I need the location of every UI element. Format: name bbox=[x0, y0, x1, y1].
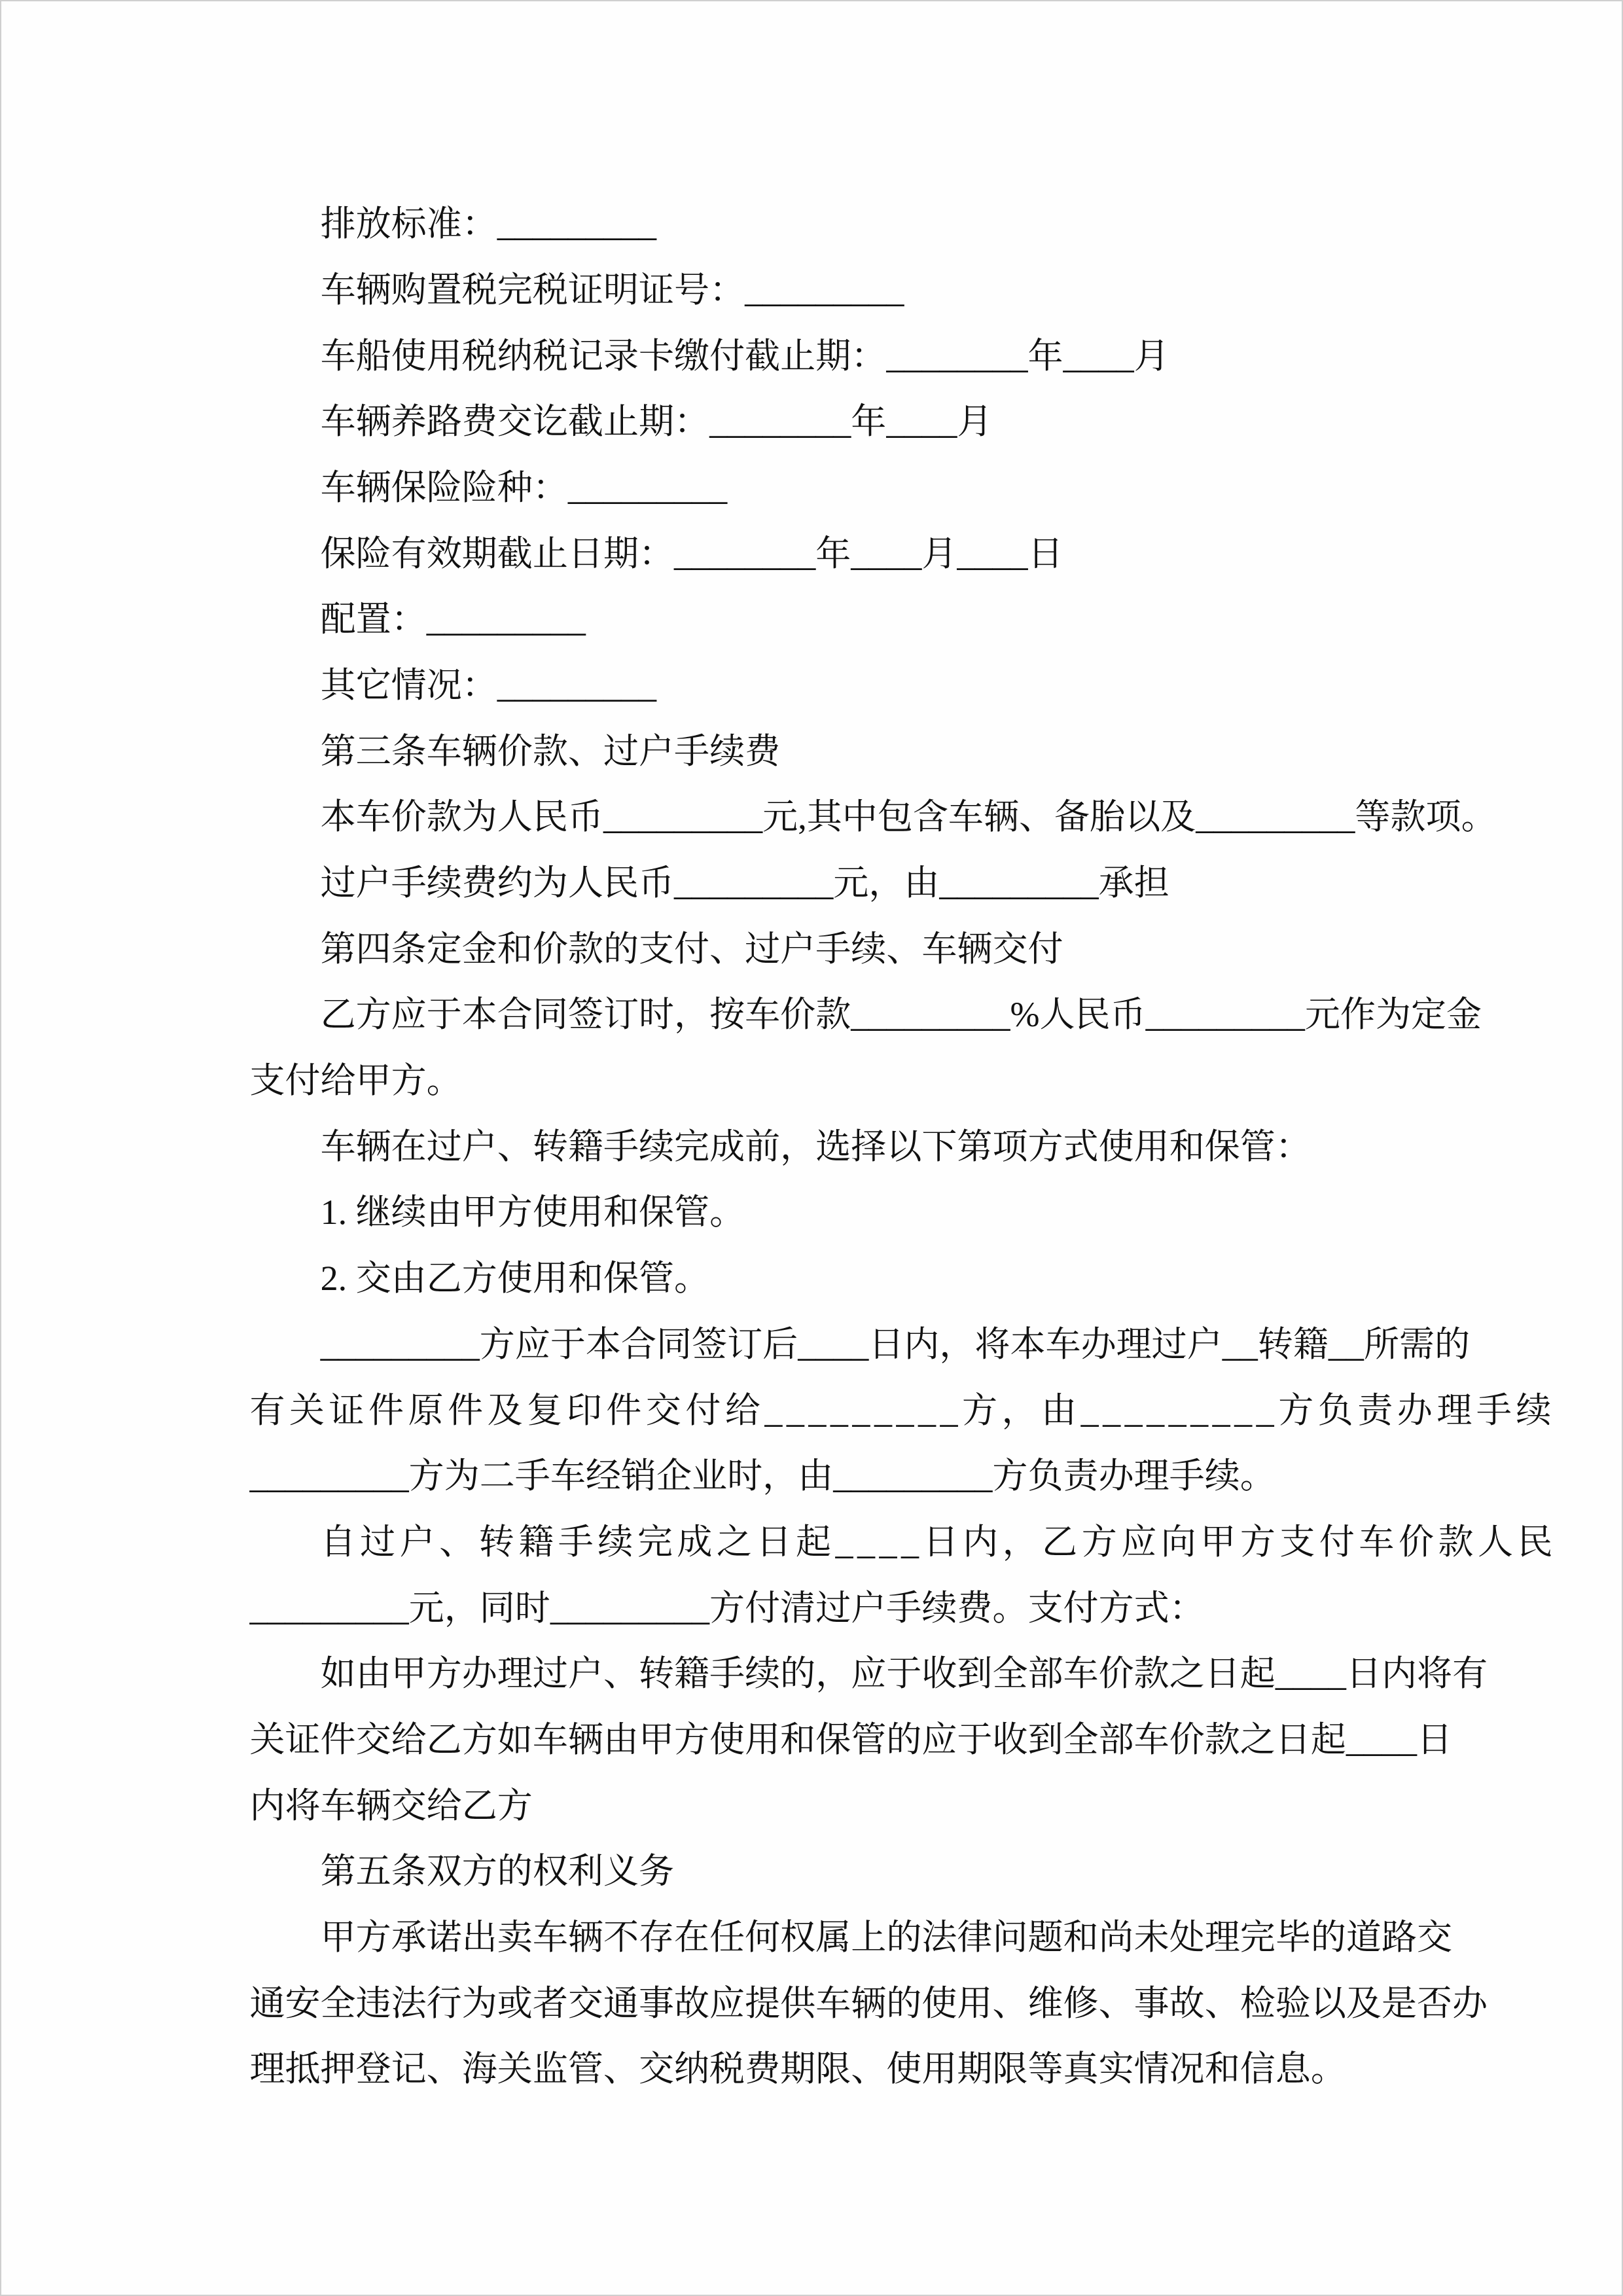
contract-line: 本车价款为人民币_________元,其中包含车辆、备胎以及_________等款项。 bbox=[320, 797, 1497, 837]
contract-body bbox=[1, 1, 1622, 2102]
contract-list-item: 1. 继续由甲方使用和保管。 bbox=[320, 1193, 745, 1232]
contract-line: 车船使用税纳税记录卡缴付截止期：________年____月 bbox=[320, 336, 1169, 376]
contract-line: 其它情况：_________ bbox=[320, 665, 657, 705]
contract-line: 车辆购置税完税证明证号：_________ bbox=[320, 270, 904, 310]
contract-clause-heading: 第四条定金和价款的支付、过户手续、车辆交付 bbox=[320, 929, 1063, 969]
contract-clause-heading: 第五条双方的权利义务 bbox=[320, 1852, 675, 1892]
contract-line: 乙方应于本合同签订时，按车价款_________%人民币_________元作为定金 bbox=[320, 995, 1482, 1035]
contract-line: 支付给甲方。 bbox=[249, 1061, 462, 1101]
contract-line: 排放标准：_________ bbox=[320, 204, 657, 244]
contract-line: 保险有效期截止日期：________年____月____日 bbox=[320, 533, 1063, 573]
contract-line: _________方应于本合同签订后____日内，将本车办理过户__转籍__所需的 bbox=[320, 1324, 1471, 1364]
contract-line: 理抵押登记、海关监管、交纳税费期限、使用期限等真实情况和信息。 bbox=[249, 2049, 1346, 2089]
contract-line: 车辆养路费交讫截止期：________年____月 bbox=[320, 402, 993, 442]
contract-line: _________方为二手车经销企业时，由_________方负责办理手续。 bbox=[249, 1456, 1275, 1496]
contract-line: 过户手续费约为人民币_________元，由_________承担 bbox=[320, 863, 1169, 903]
contract-line: 甲方承诺出卖车辆不存在任何权属上的法律问题和尚未处理完毕的道路交 bbox=[320, 1918, 1453, 1958]
contract-line: 车辆在过户、转籍手续完成前，选择以下第项方式使用和保管： bbox=[320, 1126, 1311, 1166]
contract-line: 配置：_________ bbox=[320, 600, 586, 639]
contract-line: 内将车辆交给乙方 bbox=[249, 1785, 533, 1825]
contract-line: 自过户、转籍手续完成之日起____日内，乙方应向甲方支付车价款人民 bbox=[320, 1522, 1558, 1562]
contract-list-item: 2. 交由乙方使用和保管。 bbox=[320, 1259, 710, 1299]
contract-line: 如由甲方办理过户、转籍手续的，应于收到全部车价款之日起____日内将有 bbox=[320, 1654, 1488, 1694]
contract-line: 关证件交给乙方如车辆由甲方使用和保管的应于收到全部车价款之日起____日 bbox=[249, 1719, 1453, 1759]
contract-line: 车辆保险险种：_________ bbox=[320, 467, 728, 507]
contract-line: _________元，同时_________方付清过户手续费。支付方式： bbox=[249, 1588, 1205, 1628]
contract-clause-heading: 第三条车辆价款、过户手续费 bbox=[320, 731, 781, 771]
contract-line: 通安全违法行为或者交通事故应提供车辆的使用、维修、事故、检验以及是否办 bbox=[249, 1983, 1488, 2023]
contract-line: 有关证件原件及复印件交付给_________方，由_________方负责办理手续 bbox=[249, 1390, 1556, 1430]
